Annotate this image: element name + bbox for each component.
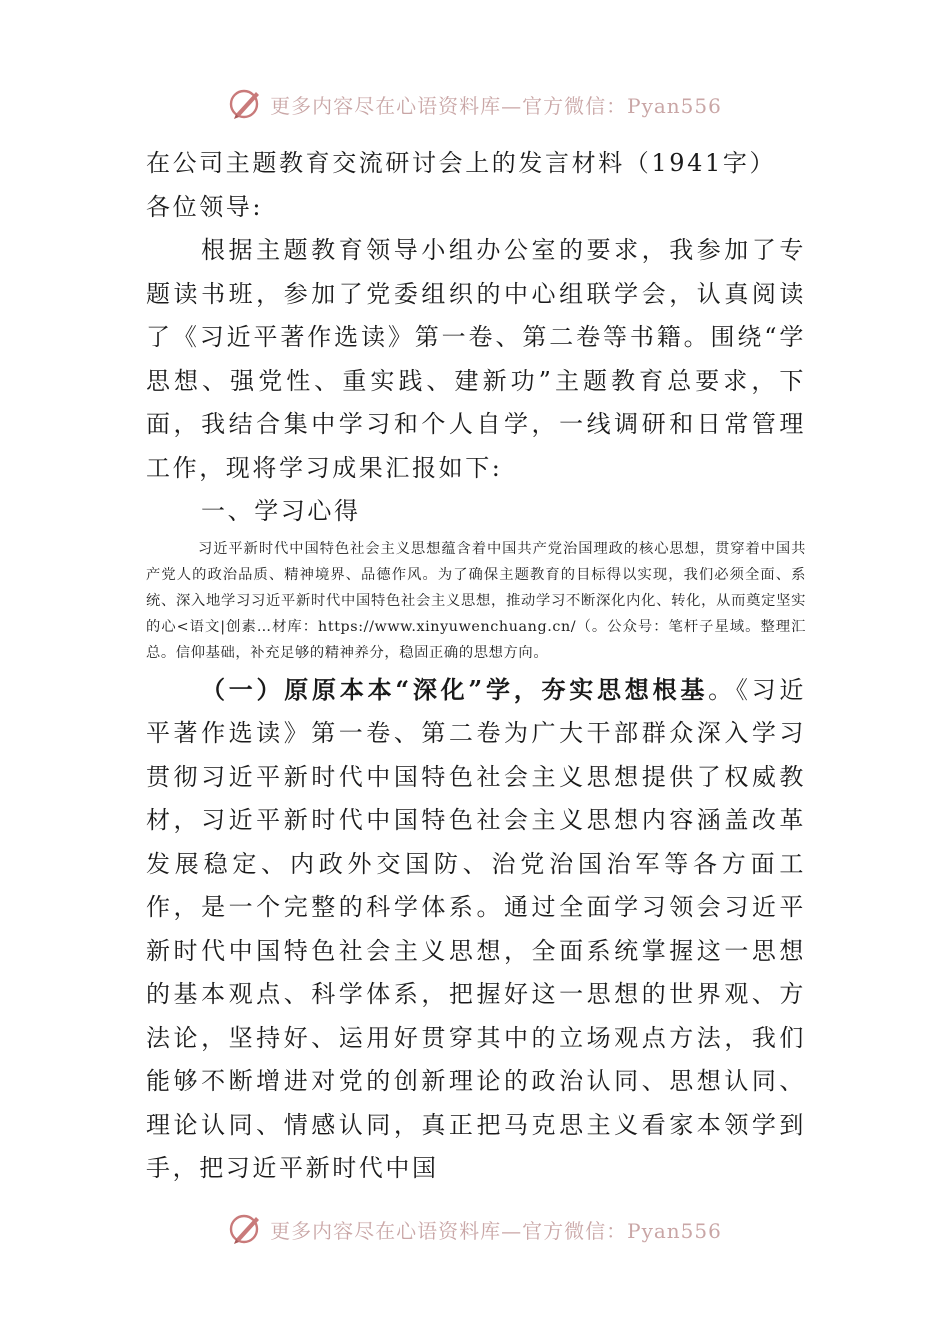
watermark-text: 更多内容尽在心语资料库—官方微信：Pyan556	[270, 93, 722, 118]
subsection-heading: （一）原原本本“深化”学，夯实思想根基	[201, 674, 709, 704]
inserted-small-paragraph: 习近平新时代中国特色社会主义思想蕴含着中国共产党治国理政的核心思想，贯穿着中国共产党人的政治品质、精神境界、品德作风。为了确保主题教育的目标得以实现，我们必须全面、系统、深入地学习习近平新时代中国特色社会主义思想，推动学习不断深化内化、转化，从而奠定坚实的心<语文|创素…材库：https://www.xinyuwenchuang.cn/（。公众号：笔杆子星域。整理汇总。信仰基础，补充足够的精神养分，稳固正确的思想方向。	[146, 540, 806, 661]
section-heading: 一、学习心得	[201, 497, 361, 525]
subsection-paragraph	[146, 668, 806, 1191]
footer-watermark	[0, 1209, 950, 1249]
document-body	[146, 142, 806, 1191]
pen-logo-icon	[228, 86, 264, 122]
header-watermark	[0, 84, 950, 124]
pen-logo-icon	[228, 1211, 264, 1247]
document-title: 在公司主题教育交流研讨会上的发言材料（1941字）	[146, 149, 777, 177]
intro-paragraph: 根据主题教育领导小组办公室的要求，我参加了专题读书班，参加了党委组织的中心组联学会，认真阅读了《习近平著作选读》第一卷、第二卷等书籍。围绕“学思想、强党性、重实践、建新功”主题教育总要求，下面，我结合集中学习和个人自学，一线调研和日常管理工作，现将学习成果汇报如下:	[146, 236, 806, 482]
salutation: 各位领导:	[146, 192, 264, 221]
watermark-text: 更多内容尽在心语资料库—官方微信：Pyan556	[270, 1218, 722, 1243]
subsection-body: 。《习近平著作选读》第一卷、第二卷为广大干部群众深入学习贯彻习近平新时代中国特色社会主义思想提供了权威教材，习近平新时代中国特色社会主义思想内容涵盖改革发展稳定、内政外交国防、治党治国治军等各方面工作，是一个完整的科学体系。通过全面学习领会习近平新时代中国特色社会主义思想，全面系统掌握这一思想的基本观点、科学体系，把握好这一思想的世界观、方法论，坚持好、运用好贯穿其中的立场观点方法，我们能够不断增进对党的创新理论的政治认同、思想认同、理论认同、情感认同，真正把马克思主义看家本领学到手，把习近平新时代中国	[146, 675, 806, 1182]
